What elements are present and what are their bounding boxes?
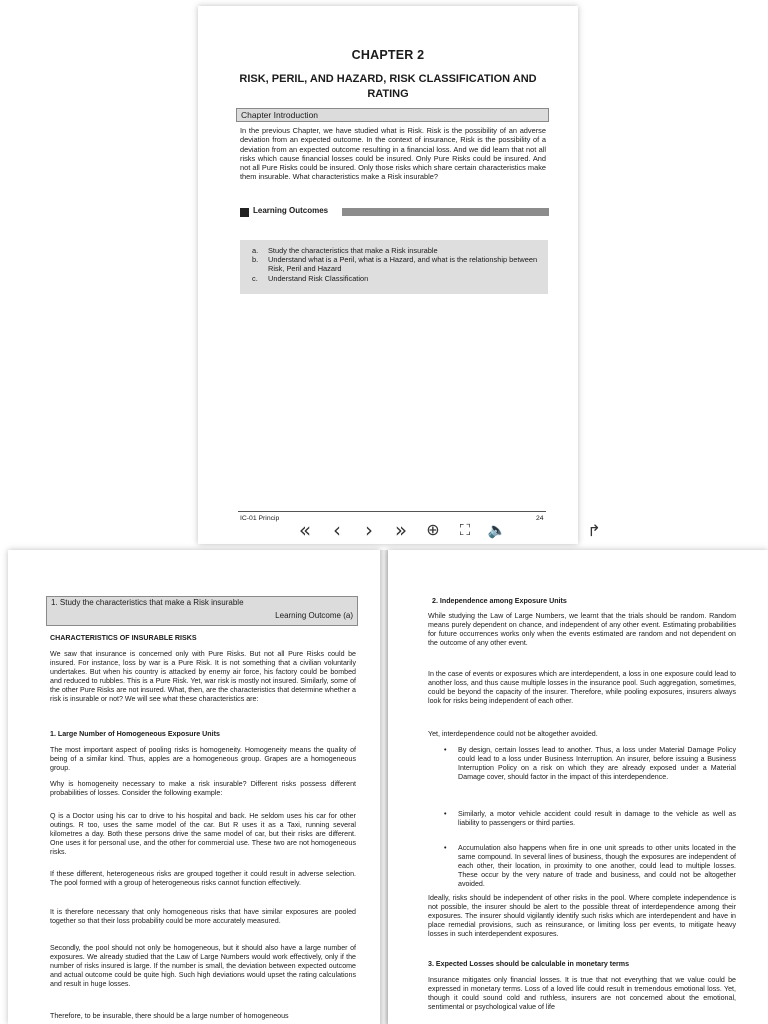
subheading: 1. Large Number of Homogeneous Exposure Units [50, 730, 220, 738]
paragraph: It is therefore necessary that only homogeneous risks that have similar exposures are pooled together so that their loss probability could be more accurately measured. [50, 908, 356, 925]
viewer-toolbar [292, 514, 510, 546]
prev-page-icon[interactable]: ‹ [333, 518, 341, 542]
footer-rule [238, 511, 546, 512]
bullet-icon: • [444, 746, 447, 754]
learning-outcomes-list [252, 246, 542, 283]
bullet-item [444, 746, 736, 782]
bullet-text: Accumulation also happens when fire in one unit spreads to other units located in the same compound. In several lines of business, though the exposures are independent of each other, their location, in proximity to one another, could lead to multiple losses. These occur by the very nature of trade and business, and could not be altogether avoided. [458, 844, 736, 888]
page-number: 24 [536, 515, 544, 522]
paragraph: The most important aspect of pooling risks is homogeneity. Homogeneity means the quality of being of a similar kind. Thus, apples are a homogeneous group. Grapes are a homogeneous group. [50, 746, 356, 772]
footer-course-code: IC-01 Princip [240, 515, 280, 522]
book-spine [380, 550, 388, 1024]
square-bullet-icon [240, 208, 249, 217]
list-item-text: Understand what is a Peril, what is a Hazard, and what is the relationship between Risk, Peril and Hazard [268, 255, 538, 274]
bullet-icon: • [444, 810, 447, 818]
paragraph: Q is a Doctor using his car to drive to his hospital and back. He seldom uses his car for other outings. R too, uses the same model of the car. But R uses it as a Taxi, running several kilometres a day. Both these persons drive the same model of car, but their risks are different. One uses it for personal use, and the other for commercial use. These two are not homogeneous risks. [50, 812, 356, 856]
bullet-icon: • [444, 844, 447, 852]
bullet-text: Similarly, a motor vehicle accident could result in damage to the vehicle as well as liability to passengers or third parties. [458, 810, 736, 827]
list-marker: b. [252, 255, 259, 265]
list-item-text: Study the characteristics that make a Risk insurable [268, 246, 438, 255]
share-icon[interactable]: ↱ [587, 521, 601, 540]
paragraph: Why is homogeneity necessary to make a risk insurable? Different risks possess different probabilities of losses. Consider the following example: [50, 780, 356, 797]
document-page-24 [198, 6, 578, 544]
paragraph: We saw that insurance is concerned only with Pure Risks. But not all Pure Risks could be insured. For instance, loss by war is a Pure Risk. It is not something that a civilian voluntarily undertakes. But when his country is attacked by enemy air force, his factory could be bombed and reduced to rubbles. This is a Pure Risk. Yet, war risk is mostly not insured. Similarly, some of the other Pure Risks are not insured. What, then, are the characteristics that determine whether a risk is insurable or not? We will see what these characteristics are: [50, 650, 356, 703]
zoom-in-icon[interactable]: ⊕ [426, 520, 440, 539]
paragraph: Insurance mitigates only financial losses. It is true that not everything that we value could be expressed in monetary terms. Loss of a loved life could result in tremendous emotional loss. Yet, though it could sound cold and ruthless, insurers are not concerned about the emotional, sentimental or psychological value of life [428, 976, 736, 1011]
subheading: 3. Expected Losses should be calculable in monetary terms [428, 960, 630, 968]
list-item [252, 274, 542, 283]
paragraph: Therefore, to be insurable, there should be a large number of homogeneous [50, 1012, 289, 1020]
list-marker: a. [252, 246, 259, 255]
heading-rule [342, 208, 549, 216]
bullet-item [444, 810, 736, 828]
paragraph: Ideally, risks should be independent of other risks in the pool. Where complete independence is not possible, the insurer should be alert to the possible threat of interdependence among their exposures. The insurer should vigilantly identify such risks which are interdependent and have in place remedial provisions, such as reinsurance, or limiting loss per events, to mitigate heavy losses in such interdependent exposures. [428, 894, 736, 938]
sound-icon[interactable]: 🔈 [487, 521, 507, 539]
paragraph: If these different, heterogeneous risks are grouped together it could result in adverse selection. The pool formed with a group of heterogeneous risks cannot function effectively. [50, 870, 356, 887]
paragraph: Yet, interdependence could not be altogether avoided. [428, 730, 598, 738]
learning-outcomes-box [240, 240, 548, 294]
fullscreen-icon[interactable]: ⛶ [459, 521, 471, 539]
learning-outcomes-heading: Learning Outcomes [253, 206, 329, 215]
last-page-icon[interactable]: » [394, 518, 408, 542]
subheading: 2. Independence among Exposure Units [432, 597, 567, 605]
section-title: CHARACTERISTICS OF INSURABLE RISKS [50, 634, 197, 642]
learning-outcome-tag: Learning Outcome (a) [275, 611, 353, 620]
bullet-item [444, 844, 736, 889]
next-page-icon[interactable]: › [365, 518, 373, 542]
paragraph: Secondly, the pool should not only be homogeneous, but it should also have a large number of exposures. We already studied that the Law of Large Numbers would work effectively, only if the number of risks insured is large. If the number is small, the deviation between expected outcome and actual outcome could be quite high. Such high deviations would upset the rating calculations and result in huge losses. [50, 944, 356, 988]
document-page-right [388, 550, 768, 1024]
paragraph: While studying the Law of Large Numbers, we learnt that the trials should be random. Random means purely dependent on chance, and independent of any other event. Estimating probabilities for future occurrences works only when the events estimated are random and not dependent on the outcome of any other event. [428, 612, 736, 647]
chapter-introduction-heading: Chapter Introduction [236, 108, 549, 122]
bullet-text: By design, certain losses lead to another. Thus, a loss under Material Damage Policy could lead to a loss under Business Interruption. An insurer, before issuing a Business Interruption Policy on a risk on which they are already exposed under a Material Damage cover, should factor in the impact of this interdependence. [458, 746, 736, 781]
first-page-icon[interactable]: « [298, 518, 312, 542]
list-item [252, 246, 542, 255]
learning-outcomes-heading-row [240, 206, 550, 218]
paragraph: In the case of events or exposures which are interdependent, a loss in one exposure could lead to another loss, and thus cause multiple losses in the insurance pool. Such aggregation, sometimes, could be beyond the capacity of the insurer. Therefore, while pooling exposures, insurers always look for risks being independent of each other. [428, 670, 736, 705]
list-item-text: Understand Risk Classification [268, 273, 369, 283]
chapter-introduction-text: In the previous Chapter, we have studied what is Risk. Risk is the possibility of an adverse deviation from an expected outcome. In the context of insurance, Risk is the possibility of a deviation from an expected outcome resulting in a financial loss. And we did learn that not all risks which cause financial losses could be insured. Only Pure Risks could be insured. And not all Pure Risks could be insured. Only those risks which share certain characteristics make them insurable. What characteristics make a Risk insurable? [240, 126, 546, 182]
document-page-left [8, 550, 380, 1024]
chapter-number: CHAPTER 2 [351, 48, 425, 62]
learning-outcome-title: 1. Study the characteristics that make a Risk insurable [51, 598, 244, 607]
list-marker: c. [252, 273, 258, 283]
list-item [252, 255, 542, 273]
chapter-title: RISK, PERIL, AND HAZARD, RISK CLASSIFICATION AND RATING [239, 73, 537, 100]
learning-outcome-heading-box [46, 596, 358, 626]
